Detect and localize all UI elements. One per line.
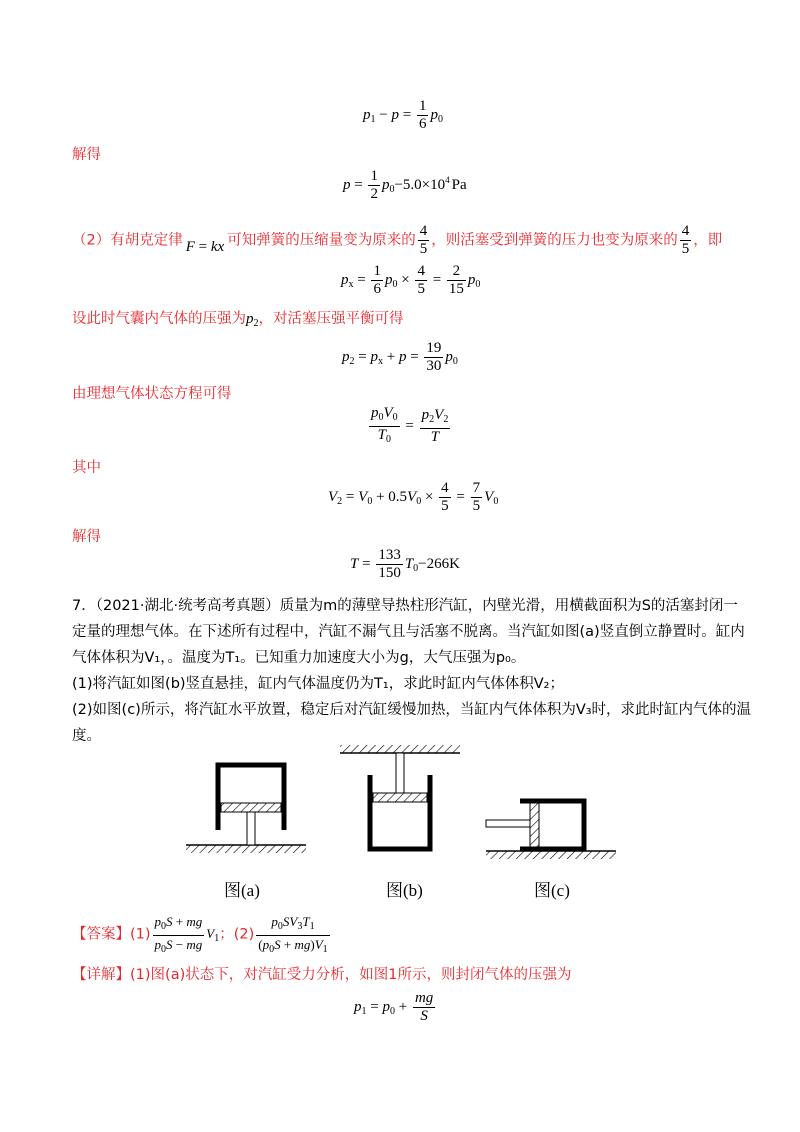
figure-b-label: 图(b)	[386, 881, 423, 900]
figure-b-diagram	[340, 745, 460, 849]
problem7-line-3: 气体体积为V₁，。温度为T₁。已知重力加速度大小为g，大气压强为p₀。	[72, 650, 526, 666]
label-qizhong: 其中	[72, 460, 101, 476]
label-ideal-gas: 由理想气体状态方程可得	[72, 386, 232, 402]
problem7-line-2: 定量的理想气体。在下述所有过程中，汽缸不漏气且与活塞不脱离。当汽缸如图(a)竖直倒立静置时。缸内	[72, 624, 745, 640]
equation-ideal-gas: $\frac{p_0V_0}{T_0}$ = $\frac{p_2V_2}{T}$	[371, 405, 449, 445]
equation-p1-minus-p: $p_1 - p$ = $\frac{1}{6}$ $p_0$	[363, 98, 443, 132]
label-jiede-2: 解得	[72, 529, 101, 545]
problem7-line-4: (1)将汽缸如图(b)竖直悬挂，缸内气体温度仍为T₁，求此时缸内气体体积V₂；	[72, 676, 564, 692]
equation-v2: $V_2 = V_0 + 0.5V_0$ × $\frac{4}{5}$ = $\frac{7}{5}$ $V_0$	[328, 480, 499, 514]
equation-px: $p_x$ = $\frac{1}{6}$ $p_0$ × $\frac{4}{5}$ = $\frac{2}{15}$ $p_0$	[341, 263, 481, 297]
part2-hooke-line: （2）有胡克定律 F = kx 可知弹簧的压缩量变为原来的 $\frac{4}{5}$ ，则活塞受到弹簧的压力也变为原来的 $\frac{4}{5}$ ，即	[72, 223, 723, 257]
equation-t-result: T = $\frac{133}{150}$ $T_0-266K$	[350, 547, 460, 581]
figure-a-diagram	[186, 765, 306, 853]
label-set-p2: 设此时气囊内气体的压强为$p_2$，对活塞压强平衡可得	[72, 311, 404, 329]
figure-c-label: 图(c)	[534, 881, 570, 900]
equation-p1-detail: $p_1 = p_0$ + $\frac{mg}{S}$	[354, 990, 434, 1024]
answer-line: 【答案】(1) $\frac{p_0S + mg}{p_0S - mg}$ $V_1$；(2) $\frac{p_0SV_3T_1}{(p_0S + mg)V_1}$	[72, 914, 328, 955]
problem7-line-6: 度。	[72, 728, 101, 744]
equation-p-result: p = $\frac{1}{2}$ $p_0-5.0\times 10^4$ Pa	[343, 168, 467, 202]
problem7-line-1: 7．（2021·湖北·统考高考真题）质量为m的薄壁导热柱形汽缸，内壁光滑，用横截面积为S的活塞封闭一	[72, 598, 738, 614]
detail-line: 【详解】(1)图(a)状态下，对汽缸受力分析，如图1所示，则封闭气体的压强为	[72, 967, 572, 983]
figure-a-label: 图(a)	[224, 881, 260, 900]
label-jiede-1: 解得	[72, 147, 101, 163]
figure-c-diagram	[486, 801, 616, 859]
equation-p2: $p_2 = p_x + p$ = $\frac{19}{30}$ $p_0$	[342, 340, 458, 374]
problem7-line-5: (2)如图(c)所示，将汽缸水平放置，稳定后对汽缸缓慢加热，当缸内气体体积为V₃时，求此时缸内气体的温	[72, 702, 752, 718]
